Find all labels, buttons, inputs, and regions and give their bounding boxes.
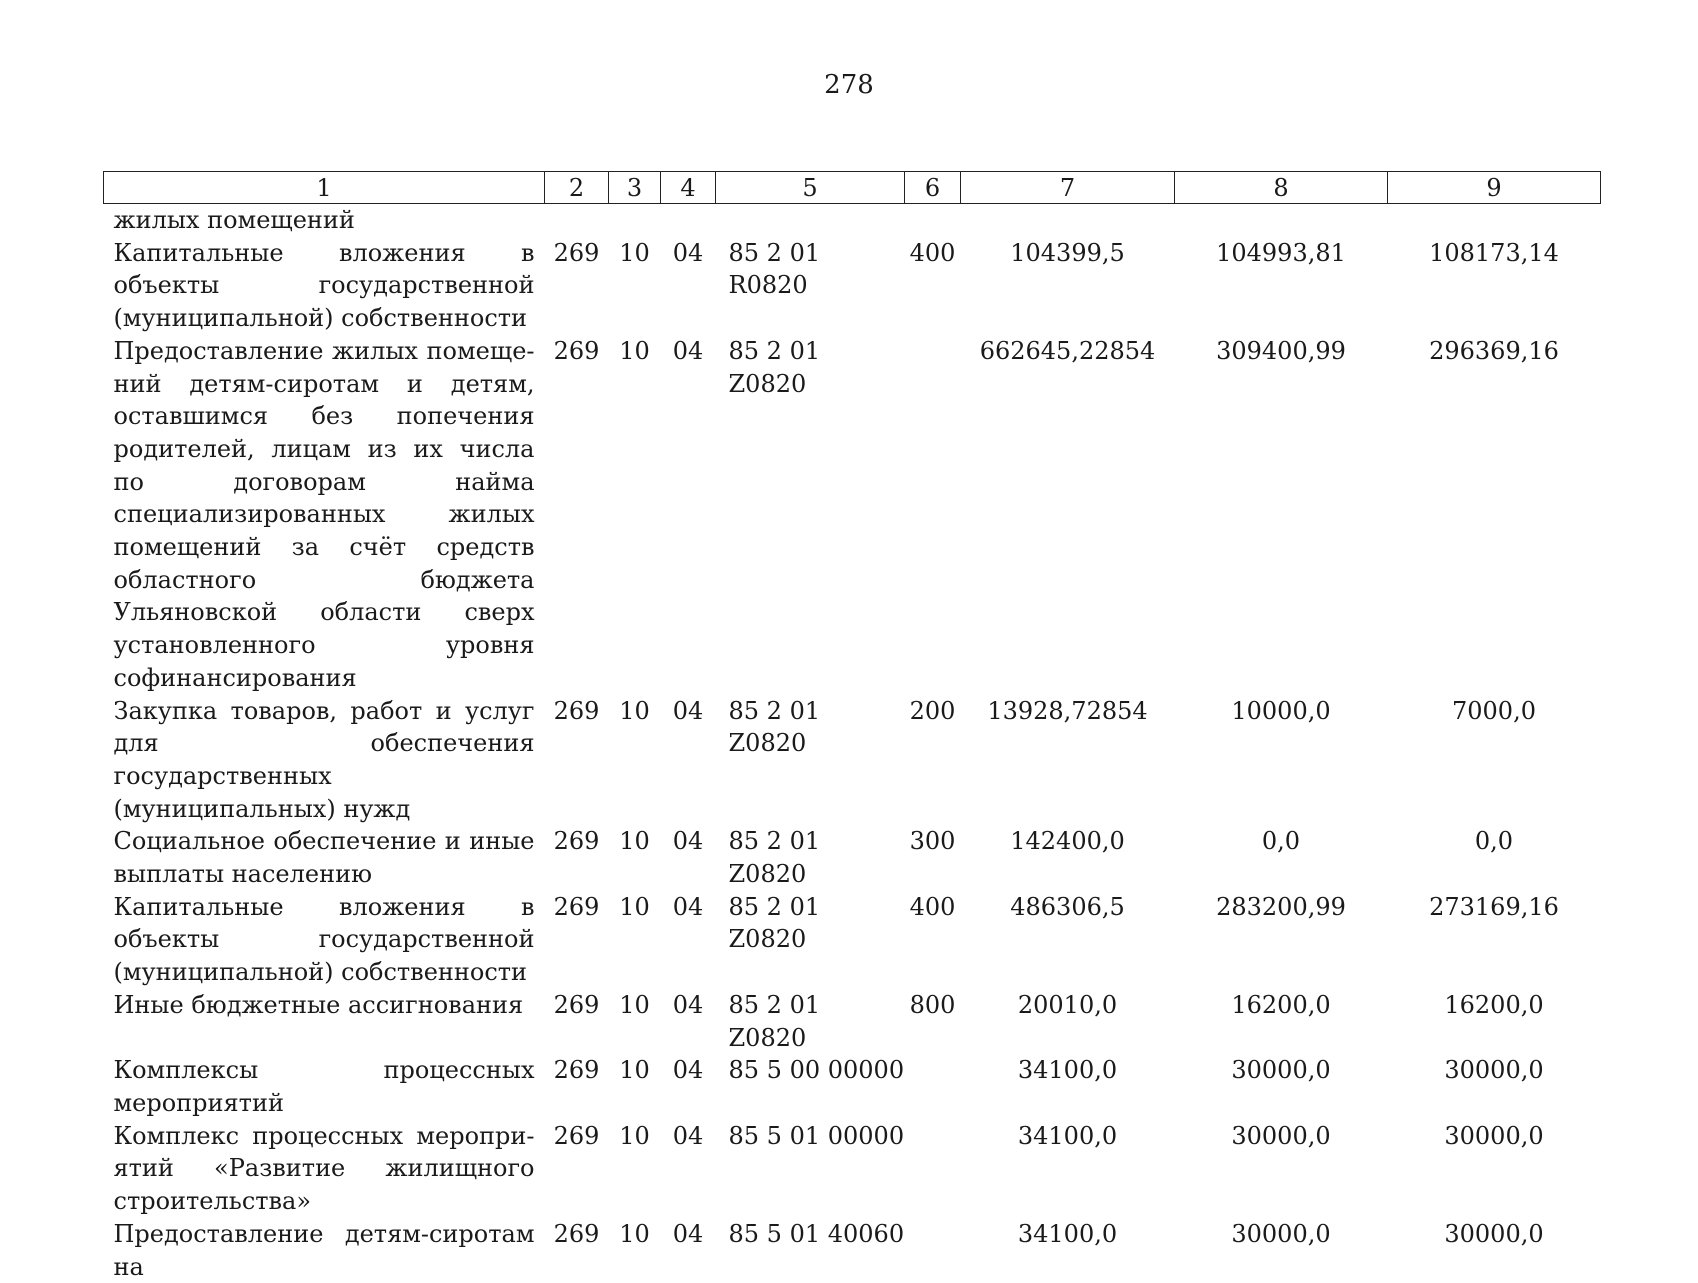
row-code-5: 85 2 01 Z0820 (716, 335, 905, 695)
row-code-3: 10 (609, 237, 661, 335)
row-description: Предоставление жилых помещений детям-сиротам и детям, оставшимся без попечения родителей, лицам из их числа по договорам найма специализированных жилых помещений за счёт средств областного бюджета Ульяновской области сверх установленного уровня софинансирования (104, 335, 545, 695)
header-col-6: 6 (905, 172, 961, 204)
row-amount-7: 486306,5 (961, 891, 1175, 989)
row-amount-9: 273169,16 (1388, 891, 1601, 989)
row-code-2: 269 (545, 1218, 609, 1283)
row-code-4: 04 (661, 891, 716, 989)
row-amount-9: 296369,16 (1388, 335, 1601, 695)
row-code-3: 10 (609, 335, 661, 695)
table-row (104, 1120, 1601, 1218)
row-code-4: 04 (661, 335, 716, 695)
row-code-5: 85 2 01 Z0820 (716, 695, 905, 826)
row-code-5: 85 5 01 00000 (716, 1120, 905, 1218)
table-row (104, 1054, 1601, 1119)
row-amount-9 (1388, 204, 1601, 237)
row-amount-8: 309400,99 (1175, 335, 1388, 695)
row-code-6 (905, 1054, 961, 1119)
header-col-5: 5 (716, 172, 905, 204)
row-amount-8: 283200,99 (1175, 891, 1388, 989)
row-description: жилых помещений (104, 204, 545, 237)
header-col-4: 4 (661, 172, 716, 204)
row-code-2: 269 (545, 1054, 609, 1119)
row-code-3: 10 (609, 695, 661, 826)
row-description: Предоставление детям-сиротам на (104, 1218, 545, 1283)
row-code-3: 10 (609, 989, 661, 1054)
header-col-1: 1 (104, 172, 545, 204)
row-code-3 (609, 204, 661, 237)
row-code-2: 269 (545, 237, 609, 335)
row-code-2: 269 (545, 695, 609, 826)
row-code-5 (716, 204, 905, 237)
row-description: Комплекс процессных мероприятий «Развитие жилищного строительства» (104, 1120, 545, 1218)
row-code-6: 300 (905, 825, 961, 890)
table-header-row (104, 172, 1601, 204)
row-code-2: 269 (545, 825, 609, 890)
header-col-8: 8 (1175, 172, 1388, 204)
page-number: 278 (0, 70, 1698, 100)
row-code-2: 269 (545, 989, 609, 1054)
row-amount-8: 10000,0 (1175, 695, 1388, 826)
row-code-6 (905, 1120, 961, 1218)
row-amount-8: 30000,0 (1175, 1120, 1388, 1218)
row-code-5: 85 2 01 R0820 (716, 237, 905, 335)
table-row (104, 695, 1601, 826)
row-description: Комплексы процессных мероприятий (104, 1054, 545, 1119)
row-amount-7: 20010,0 (961, 989, 1175, 1054)
row-amount-9: 16200,0 (1388, 989, 1601, 1054)
header-col-7: 7 (961, 172, 1175, 204)
row-code-2: 269 (545, 335, 609, 695)
budget-table (103, 171, 1601, 1283)
row-amount-7: 662645,22854 (961, 335, 1175, 695)
row-amount-8: 30000,0 (1175, 1218, 1388, 1283)
row-code-6 (905, 1218, 961, 1283)
row-code-4: 04 (661, 1054, 716, 1119)
row-amount-7: 34100,0 (961, 1120, 1175, 1218)
row-amount-8: 104993,81 (1175, 237, 1388, 335)
row-amount-9: 108173,14 (1388, 237, 1601, 335)
row-amount-7: 34100,0 (961, 1218, 1175, 1283)
row-code-3: 10 (609, 1054, 661, 1119)
row-description: Социальное обеспечение и иные выплаты населению (104, 825, 545, 890)
header-col-2: 2 (545, 172, 609, 204)
row-description: Закупка товаров, работ и услуг для обеспечения государственных (муниципальных) нужд (104, 695, 545, 826)
table-row (104, 335, 1601, 695)
row-code-5: 85 5 01 40060 (716, 1218, 905, 1283)
row-code-5: 85 2 01 Z0820 (716, 825, 905, 890)
header-col-3: 3 (609, 172, 661, 204)
row-code-4: 04 (661, 1120, 716, 1218)
row-code-3: 10 (609, 825, 661, 890)
row-amount-7: 13928,72854 (961, 695, 1175, 826)
row-code-6 (905, 335, 961, 695)
row-description: Капитальные вложения в объекты государственной (муниципальной) собственности (104, 891, 545, 989)
table-row (104, 891, 1601, 989)
row-code-6: 200 (905, 695, 961, 826)
row-code-4: 04 (661, 237, 716, 335)
row-code-6 (905, 204, 961, 237)
row-amount-8: 16200,0 (1175, 989, 1388, 1054)
table-row (104, 989, 1601, 1054)
row-code-3: 10 (609, 891, 661, 989)
row-amount-9: 30000,0 (1388, 1120, 1601, 1218)
row-amount-8: 30000,0 (1175, 1054, 1388, 1119)
row-code-2 (545, 204, 609, 237)
row-description: Капитальные вложения в объекты государственной (муниципальной) собственности (104, 237, 545, 335)
row-code-4: 04 (661, 695, 716, 826)
row-amount-9: 30000,0 (1388, 1054, 1601, 1119)
header-col-9: 9 (1388, 172, 1601, 204)
row-code-4 (661, 204, 716, 237)
row-code-4: 04 (661, 989, 716, 1054)
row-code-2: 269 (545, 1120, 609, 1218)
row-code-5: 85 5 00 00000 (716, 1054, 905, 1119)
row-amount-8: 0,0 (1175, 825, 1388, 890)
row-amount-9: 0,0 (1388, 825, 1601, 890)
row-amount-7: 142400,0 (961, 825, 1175, 890)
row-code-2: 269 (545, 891, 609, 989)
table-row (104, 825, 1601, 890)
table-row (104, 1218, 1601, 1283)
row-amount-7: 34100,0 (961, 1054, 1175, 1119)
row-amount-9: 30000,0 (1388, 1218, 1601, 1283)
row-description: Иные бюджетные ассигнования (104, 989, 545, 1054)
table-row (104, 204, 1601, 237)
row-code-3: 10 (609, 1120, 661, 1218)
row-amount-7: 104399,5 (961, 237, 1175, 335)
table-header (104, 172, 1601, 204)
row-code-6: 800 (905, 989, 961, 1054)
row-code-6: 400 (905, 891, 961, 989)
table-body (104, 204, 1601, 1283)
row-code-4: 04 (661, 1218, 716, 1283)
table-row (104, 237, 1601, 335)
row-amount-9: 7000,0 (1388, 695, 1601, 826)
row-amount-7 (961, 204, 1175, 237)
row-code-5: 85 2 01 Z0820 (716, 989, 905, 1054)
row-code-3: 10 (609, 1218, 661, 1283)
row-code-4: 04 (661, 825, 716, 890)
row-amount-8 (1175, 204, 1388, 237)
row-code-6: 400 (905, 237, 961, 335)
row-code-5: 85 2 01 Z0820 (716, 891, 905, 989)
